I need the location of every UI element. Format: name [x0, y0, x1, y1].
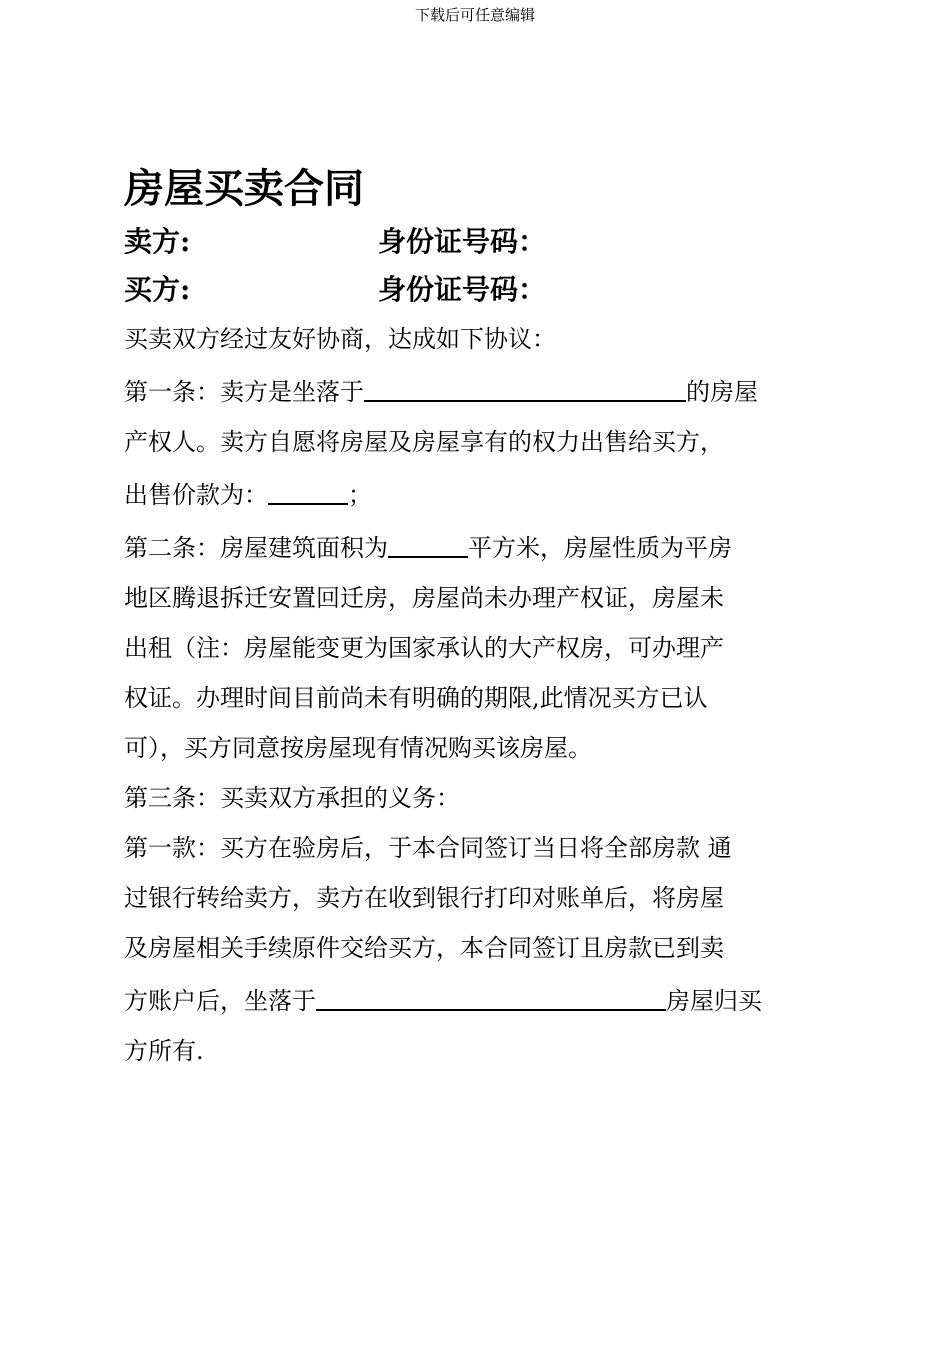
contract-text [124, 314, 824, 1076]
area-label: 第二条：房屋建筑面积为 [124, 534, 388, 562]
area-unit: 平方米，房屋性质为平房 [468, 534, 732, 562]
header-note: 下载后可任意编辑 [414, 6, 535, 24]
area-blank [388, 522, 468, 558]
buyer-label: 买方: [124, 273, 191, 306]
clause1-line3: 及房屋相关手续原件交给买方，本合同签订且房款已到卖 [124, 934, 724, 962]
location-blank [316, 975, 666, 1011]
article2-line1 [124, 520, 824, 573]
article1-line3 [124, 467, 824, 520]
price-blank [268, 469, 348, 505]
article2-line3: 出租（注：房屋能变更为国家承认的大产权房，可办理产 [124, 634, 724, 662]
article1-line1 [124, 364, 824, 417]
contract-body [124, 160, 824, 1076]
article2-line4: 权证。办理时间目前尚未有明确的期限,此情况买方已认 [124, 684, 708, 712]
page-title: 房屋买卖合同 [124, 165, 364, 212]
clause1-line4 [124, 973, 824, 1026]
intro-paragraph: 买卖双方经过友好协商，达成如下协议： [124, 325, 556, 353]
price-label: 出售价款为： [124, 481, 268, 509]
seller-id-label: 身份证号码： [378, 225, 547, 258]
clause1-text: 房屋归买 [666, 987, 762, 1015]
article1-text: 第一条：卖方是坐落于 [124, 378, 364, 406]
price-end: ； [348, 481, 372, 509]
article1-text: 的房屋 [686, 378, 758, 406]
clause1-line2: 过银行转给卖方，卖方在收到银行打印对账单后，将房屋 [124, 884, 724, 912]
address-blank [364, 366, 686, 402]
clause1-line1: 第一款：买方在验房后，于本合同签订当日将全部房款 通 [124, 834, 732, 862]
buyer-id-label: 身份证号码： [378, 273, 547, 306]
article2-line2: 地区腾退拆迁安置回迁房，房屋尚未办理产权证，房屋未 [124, 584, 724, 612]
seller-label: 卖方: [124, 225, 191, 258]
clause1-text: 方账户后，坐落于 [124, 987, 316, 1015]
seller-row [124, 218, 824, 266]
clause1-line5: 方所有. [124, 1037, 204, 1065]
buyer-row [124, 266, 824, 314]
article3-line1: 第三条：买卖双方承担的义务： [124, 784, 460, 812]
article2-line5: 可），买方同意按房屋现有情况购买该房屋。 [124, 734, 592, 762]
article1-line2: 产权人。卖方自愿将房屋及房屋享有的权力出售给买方， [124, 428, 724, 456]
